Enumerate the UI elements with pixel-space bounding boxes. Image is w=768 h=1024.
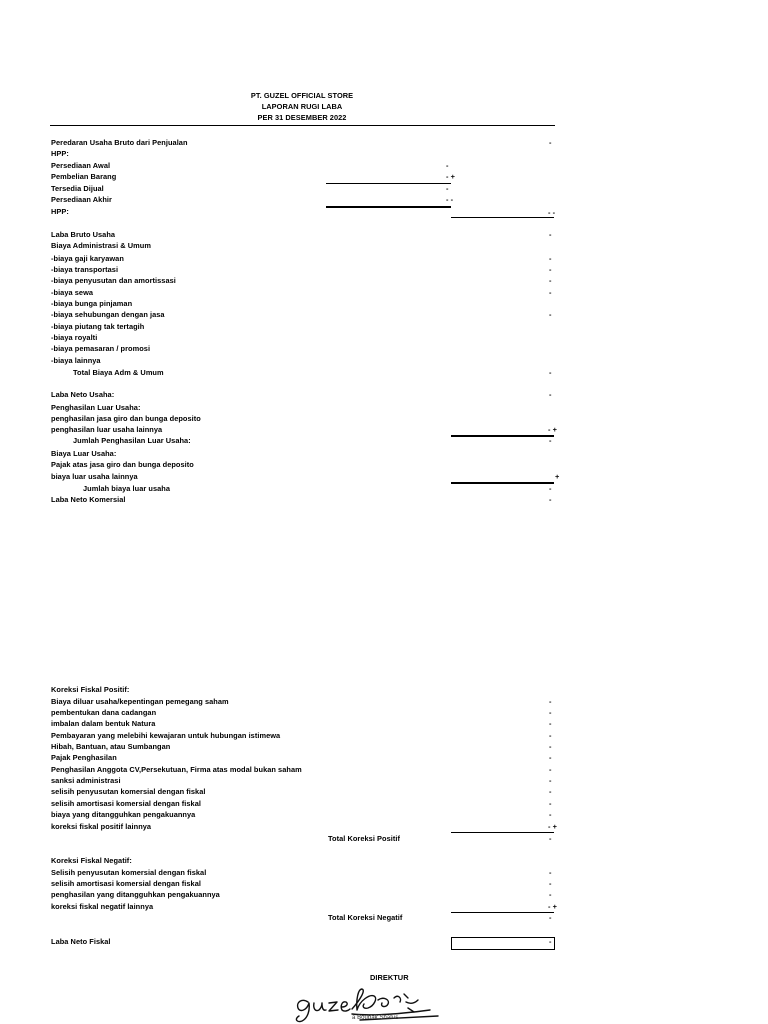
koreksi-positif-value: - xyxy=(549,799,552,808)
laba-neto-usaha-value: - xyxy=(549,390,552,399)
koreksi-negatif-item: Selisih penyusutan komersial dengan fiskal xyxy=(51,868,207,877)
koreksi-negatif-item: koreksi fiskal negatif lainnya xyxy=(51,902,154,911)
koreksi-positif-value: - xyxy=(549,765,552,774)
company-name: PT. GUZEL OFFICIAL STORE xyxy=(250,91,354,100)
laba-fiskal-label: Laba Neto Fiskal xyxy=(51,937,111,946)
total-rule xyxy=(451,482,554,484)
koreksi-positif-value: - xyxy=(549,776,552,785)
biaya-item-value: - xyxy=(549,288,552,297)
hpp-heading: HPP: xyxy=(51,149,69,158)
laba-neto-usaha-label: Laba Neto Usaha: xyxy=(51,390,115,399)
pembelian-value: - + xyxy=(446,172,455,181)
hpp-label: HPP: xyxy=(51,207,69,216)
total-koreksi-positif-value: - xyxy=(549,834,552,843)
subtotal-rule xyxy=(326,206,451,208)
penghasilan-jasa-giro-label: penghasilan jasa giro dan bunga deposito xyxy=(51,414,201,423)
biaya-item: -biaya royalti xyxy=(51,333,98,342)
hpp-value: - - xyxy=(548,208,556,217)
koreksi-positif-item: koreksi fiskal positif lainnya xyxy=(51,822,152,831)
koreksi-positif-value: - xyxy=(549,708,552,717)
svg-text:a Boubak Shatus: a Boubak Shatus xyxy=(352,1015,399,1021)
total-koreksi-negatif-label: Total Koreksi Negatif xyxy=(328,913,403,922)
koreksi-positif-heading: Koreksi Fiskal Positif: xyxy=(51,685,130,694)
biaya-luar-heading: Biaya Luar Usaha: xyxy=(51,449,117,458)
biaya-item-value: - xyxy=(549,254,552,263)
biaya-item-value: - xyxy=(549,265,552,274)
koreksi-positif-value: - + xyxy=(548,822,557,831)
koreksi-positif-value: - xyxy=(549,697,552,706)
laba-bruto-value: - xyxy=(549,230,552,239)
report-period: PER 31 DESEMBER 2022 xyxy=(257,113,347,122)
koreksi-positif-item: Biaya diluar usaha/kepentingan pemegang saham xyxy=(51,697,229,706)
jumlah-biaya-value: - xyxy=(549,484,552,493)
subtotal-rule xyxy=(326,183,451,184)
laba-fiskal-box xyxy=(451,937,555,950)
koreksi-positif-item: pembentukan dana cadangan xyxy=(51,708,157,717)
koreksi-negatif-value: - xyxy=(549,868,552,877)
biaya-item: -biaya penyusutan dan amortissasi xyxy=(51,276,176,285)
koreksi-positif-item: Hibah, Bantuan, atau Sumbangan xyxy=(51,742,171,751)
laba-komersial-label: Laba Neto Komersial xyxy=(51,495,126,504)
koreksi-positif-value: - xyxy=(549,787,552,796)
persediaan-akhir-label: Persediaan Akhir xyxy=(51,195,112,204)
total-rule xyxy=(451,832,554,833)
biaya-item: -biaya transportasi xyxy=(51,265,119,274)
biaya-item: -biaya gaji karyawan xyxy=(51,254,124,263)
total-rule xyxy=(451,217,554,218)
laba-komersial-value: - xyxy=(549,495,552,504)
biaya-item-value: - xyxy=(549,310,552,319)
laba-fiskal-value: - xyxy=(549,937,552,946)
biaya-adm-heading: Biaya Administrasi & Umum xyxy=(51,241,151,250)
koreksi-negatif-item: selisih amortisasi komersial dengan fiskal xyxy=(51,879,201,888)
tersedia-label: Tersedia Dijual xyxy=(51,184,104,193)
total-adm-value: - xyxy=(549,368,552,377)
tersedia-value: - xyxy=(446,184,449,193)
biaya-item-value: - xyxy=(549,276,552,285)
biaya-item: -biaya sehubungan dengan jasa xyxy=(51,310,165,319)
jumlah-penghasilan-value: - xyxy=(549,436,552,445)
koreksi-negatif-value: - xyxy=(549,879,552,888)
total-adm-label: Total Biaya Adm & Umum xyxy=(73,368,164,377)
peredaran-value: - xyxy=(549,138,552,147)
persediaan-akhir-value: - - xyxy=(446,195,454,204)
penghasilan-lainnya-label: penghasilan luar usaha lainnya xyxy=(51,425,163,434)
koreksi-positif-item: selisih penyusutan komersial dengan fiskal xyxy=(51,787,206,796)
penghasilan-luar-heading: Penghasilan Luar Usaha: xyxy=(51,403,141,412)
koreksi-positif-value: - xyxy=(549,742,552,751)
report-title: LAPORAN RUGI LABA xyxy=(261,102,343,111)
direktur-label: DIREKTUR xyxy=(370,973,409,982)
biaya-lainnya-label: biaya luar usaha lainnya xyxy=(51,472,138,481)
biaya-lainnya-plus: + xyxy=(555,472,560,481)
total-rule xyxy=(451,435,554,437)
biaya-item: -biaya bunga pinjaman xyxy=(51,299,133,308)
koreksi-positif-value: - xyxy=(549,719,552,728)
pajak-jasa-giro-label: Pajak atas jasa giro dan bunga deposito xyxy=(51,460,194,469)
koreksi-positif-item: selisih amortisasi komersial dengan fiskal xyxy=(51,799,201,808)
koreksi-positif-item: Penghasilan Anggota CV,Persekutuan, Firma atas modal bukan saham xyxy=(51,765,302,774)
total-koreksi-negatif-value: - xyxy=(549,913,552,922)
persediaan-awal-label: Persediaan Awal xyxy=(51,161,111,170)
total-rule xyxy=(451,912,554,913)
koreksi-positif-item: Pembayaran yang melebihi kewajaran untuk hubungan istimewa xyxy=(51,731,281,740)
koreksi-positif-item: imbalan dalam bentuk Natura xyxy=(51,719,156,728)
biaya-item: -biaya lainnya xyxy=(51,356,101,365)
biaya-item: -biaya pemasaran / promosi xyxy=(51,344,151,353)
koreksi-positif-value: - xyxy=(549,810,552,819)
biaya-item: -biaya sewa xyxy=(51,288,94,297)
koreksi-positif-value: - xyxy=(549,731,552,740)
koreksi-negatif-heading: Koreksi Fiskal Negatif: xyxy=(51,856,132,865)
header-rule xyxy=(50,125,555,126)
pembelian-label: Pembelian Barang xyxy=(51,172,117,181)
peredaran-label: Peredaran Usaha Bruto dari Penjualan xyxy=(51,138,188,147)
jumlah-biaya-label: Jumlah biaya luar usaha xyxy=(83,484,170,493)
koreksi-positif-item: biaya yang ditangguhkan pengakuannya xyxy=(51,810,196,819)
koreksi-positif-value: - xyxy=(549,753,552,762)
penghasilan-lainnya-value: - + xyxy=(548,425,557,434)
jumlah-penghasilan-label: Jumlah Penghasilan Luar Usaha: xyxy=(73,436,191,445)
koreksi-positif-item: sanksi administrasi xyxy=(51,776,121,785)
koreksi-positif-item: Pajak Penghasilan xyxy=(51,753,117,762)
signature-image xyxy=(290,988,450,1024)
persediaan-awal-value: - xyxy=(446,161,449,170)
laba-bruto-label: Laba Bruto Usaha xyxy=(51,230,116,239)
koreksi-negatif-item: penghasilan yang ditangguhkan pengakuannya xyxy=(51,890,220,899)
biaya-item: -biaya piutang tak tertagih xyxy=(51,322,145,331)
total-koreksi-positif-label: Total Koreksi Positif xyxy=(328,834,400,843)
koreksi-negatif-value: - + xyxy=(548,902,557,911)
koreksi-negatif-value: - xyxy=(549,890,552,899)
